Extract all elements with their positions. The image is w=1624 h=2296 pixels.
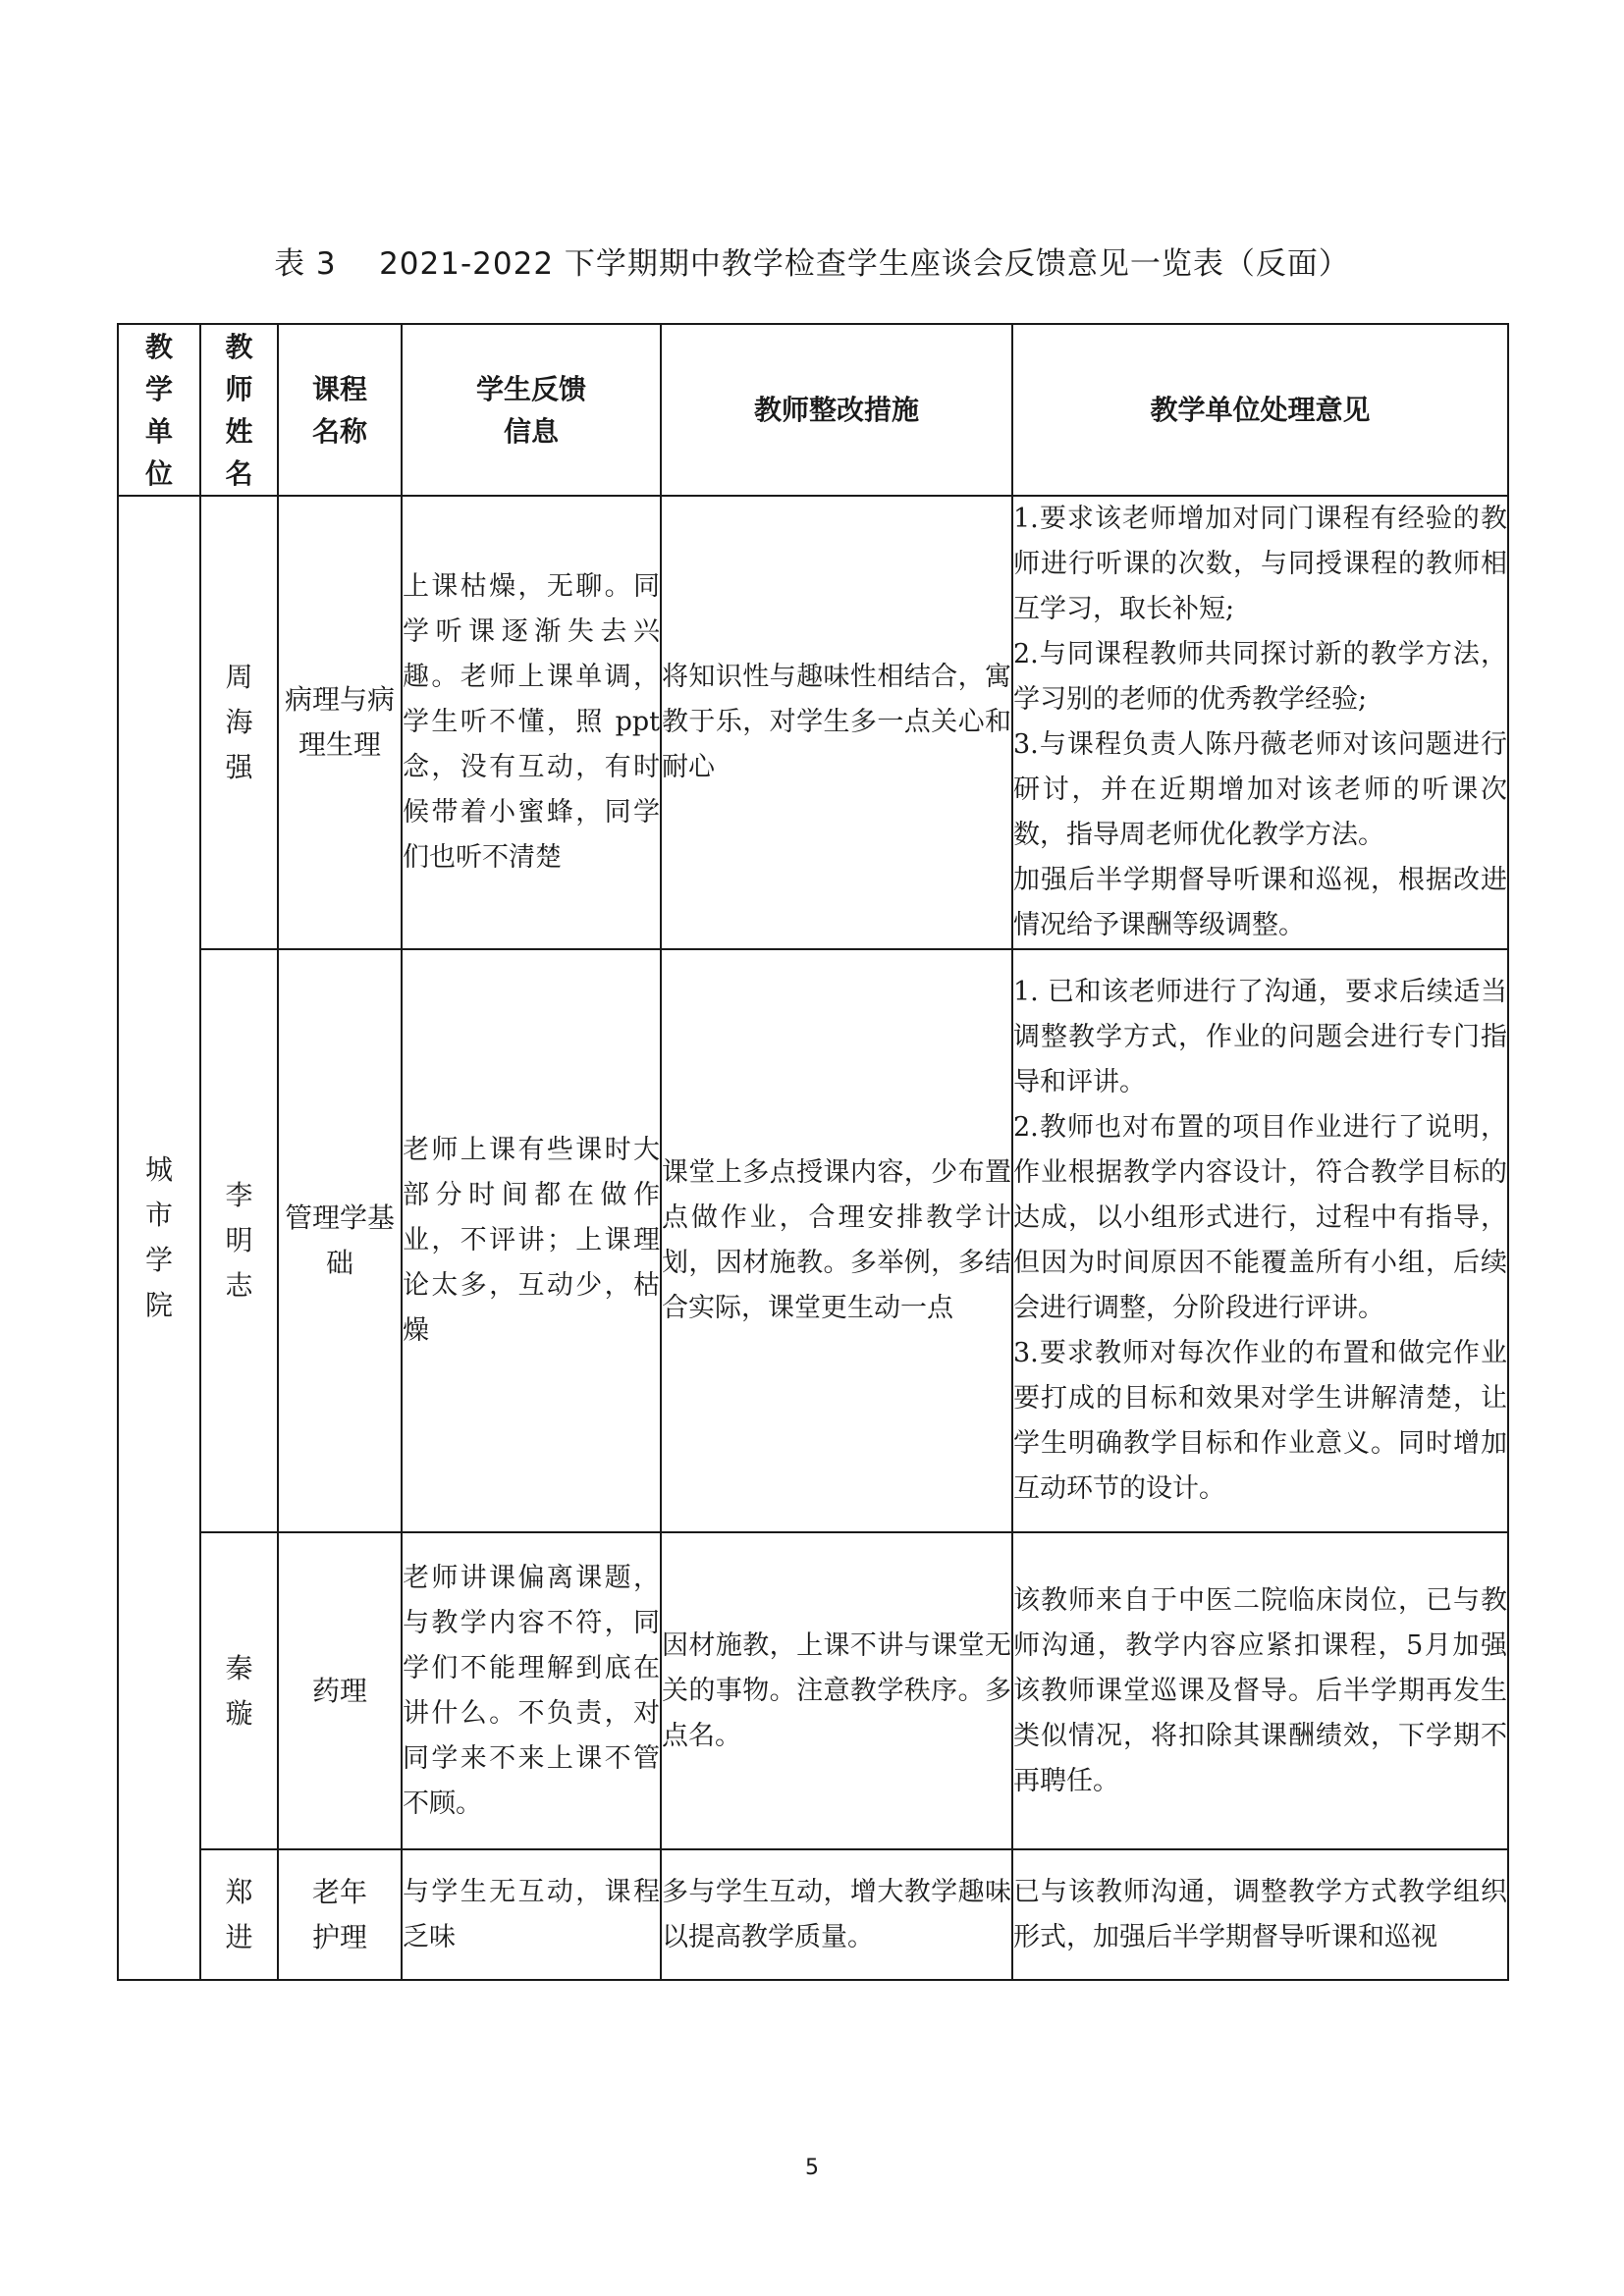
teacher-cell: 周海强	[200, 496, 278, 949]
handling-cell: 该教师来自于中医二院临床岗位，已与教师沟通，教学内容应紧扣课程，5月加强该教师课堂巡课及督导。后半学期再发生类似情况，将扣除其课酬绩效，下学期不再聘任。	[1012, 1532, 1508, 1849]
course-cell: 药理	[278, 1532, 402, 1849]
course-cell: 管理学基础	[278, 949, 402, 1532]
course-cell: 老年护理	[278, 1849, 402, 1980]
measures-cell: 课堂上多点授课内容，少布置点做作业，合理安排教学计划，因材施教。多举例，多结合实际，课堂更生动一点	[661, 949, 1012, 1532]
table-row	[118, 1849, 1508, 1980]
feedback-table	[117, 323, 1509, 1981]
unit-cell: 城市学院	[118, 496, 200, 1980]
teacher-cell: 郑进	[200, 1849, 278, 1980]
page-title: 表 3 2021-2022 下学期期中教学检查学生座谈会反馈意见一览表（反面）	[274, 246, 1350, 282]
teacher-cell: 李明志	[200, 949, 278, 1532]
table-row	[118, 949, 1508, 1532]
handling-cell: 已与该教师沟通，调整教学方式教学组织形式，加强后半学期督导听课和巡视	[1012, 1849, 1508, 1980]
header-course: 课程名称	[278, 324, 402, 496]
feedback-cell: 与学生无互动，课程乏味	[402, 1849, 661, 1980]
table-row	[118, 1532, 1508, 1849]
header-teacher: 教师姓名	[200, 324, 278, 496]
handling-cell: 1. 已和该老师进行了沟通，要求后续适当调整教学方式，作业的问题会进行专门指导和评讲。 2.教师也对布置的项目作业进行了说明，作业根据教学内容设计，符合教学目标的达成，以小组形式进行，过程中有指导，但因为时间原因不能覆盖所有小组，后续会进行调整，分阶段进行评讲。 3.要求教师对每次作业的布置和做完作业要打成的目标和效果对学生讲解清楚，让学生明确教学目标和作业意义。同时增加互动环节的设计。	[1012, 949, 1508, 1532]
table-row	[118, 496, 1508, 949]
table-header-row	[118, 324, 1508, 496]
header-handling: 教学单位处理意见	[1012, 324, 1508, 496]
course-cell: 病理与病理生理	[278, 496, 402, 949]
page-number: 5	[805, 2156, 819, 2180]
header-feedback: 学生反馈信息	[402, 324, 661, 496]
handling-cell: 1.要求该老师增加对同门课程有经验的教师进行听课的次数，与同授课程的教师相互学习，取长补短; 2.与同课程教师共同探讨新的教学方法，学习别的老师的优秀教学经验; 3.与课程负责人陈丹薇老师对该问题进行研讨，并在近期增加对该老师的听课次数，指导周老师优化教学方法。 加强后半学期督导听课和巡视，根据改进情况给予课酬等级调整。	[1012, 496, 1508, 949]
header-measures: 教师整改措施	[661, 324, 1012, 496]
header-unit: 教学单位	[118, 324, 200, 496]
feedback-cell: 老师上课有些课时大部分时间都在做作业，不评讲；上课理论太多，互动少，枯燥	[402, 949, 661, 1532]
measures-cell: 因材施教，上课不讲与课堂无关的事物。注意教学秩序。多点名。	[661, 1532, 1012, 1849]
feedback-cell: 上课枯燥，无聊。同学听课逐渐失去兴趣。老师上课单调，学生听不懂，照 ppt 念，没有互动，有时候带着小蜜蜂，同学们也听不清楚	[402, 496, 661, 949]
measures-cell: 多与学生互动，增大教学趣味以提高教学质量。	[661, 1849, 1012, 1980]
teacher-cell: 秦璇	[200, 1532, 278, 1849]
feedback-cell: 老师讲课偏离课题，与教学内容不符，同学们不能理解到底在讲什么。不负责，对同学来不来上课不管不顾。	[402, 1532, 661, 1849]
measures-cell: 将知识性与趣味性相结合，寓教于乐，对学生多一点关心和耐心	[661, 496, 1012, 949]
